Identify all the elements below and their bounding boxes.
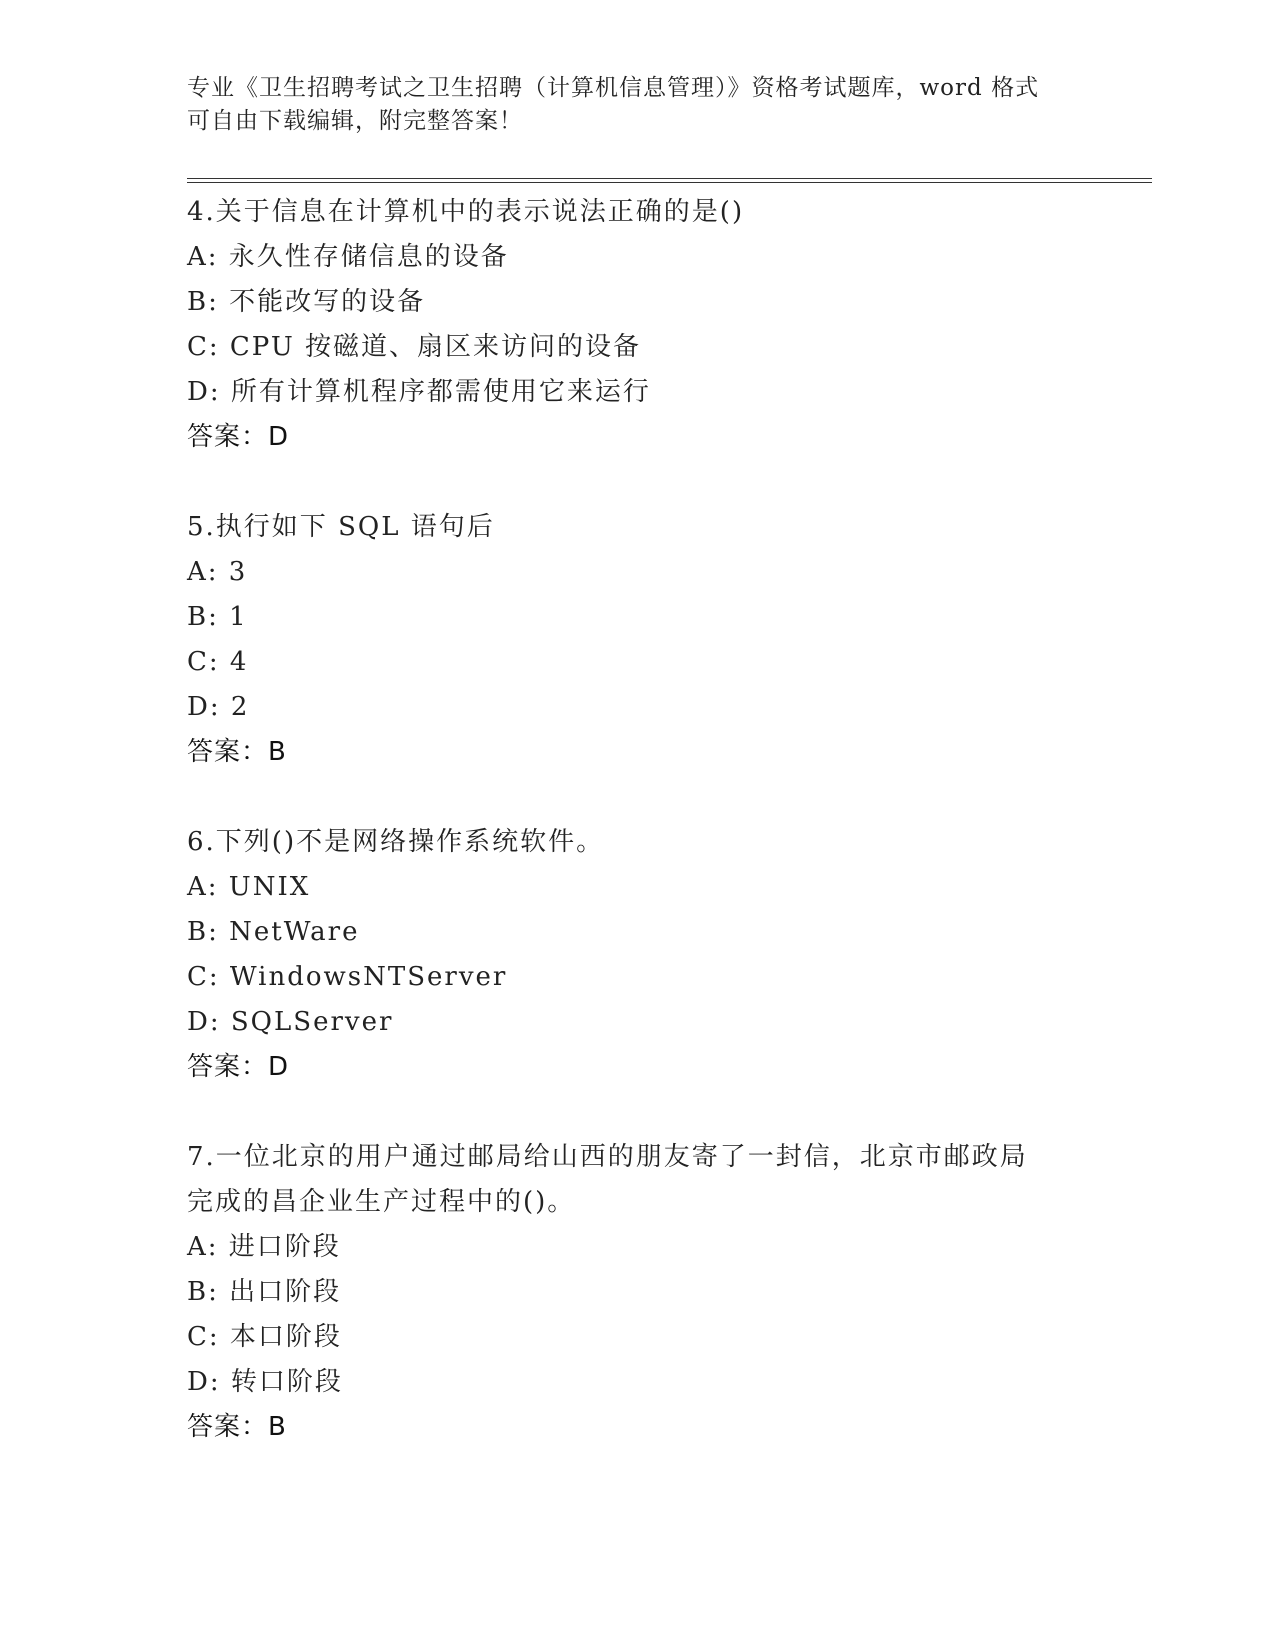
question-text-line-2: 完成的昌企业生产过程中的()。 [187,1187,576,1217]
answer: 答案：D [187,1052,290,1082]
option-b: B: 出口阶段 [187,1277,342,1307]
document-header [187,72,1067,138]
answer: 答案：B [187,737,287,767]
option-a: A: 3 [187,557,248,587]
question-list [187,190,1147,1495]
answer: 答案：B [187,1412,287,1442]
header-line-1: 专业《卫生招聘考试之卫生招聘（计算机信息管理）》资格考试题库，word 格式 [187,75,1040,101]
option-a: A: UNIX [187,872,311,902]
question-text: 5.执行如下 SQL 语句后 [187,512,495,542]
question-text: 4.关于信息在计算机中的表示说法正确的是() [187,197,745,227]
option-a: A: 进口阶段 [187,1232,341,1262]
header-divider-bottom [187,182,1152,183]
header-line-2: 可自由下载编辑，附完整答案！ [187,108,523,134]
option-c: C: 本口阶段 [187,1322,342,1352]
option-c: C: WindowsNTServer [187,962,508,992]
option-c: C: CPU 按磁道、扇区来访问的设备 [187,332,642,362]
option-b: B: 不能改写的设备 [187,287,426,317]
question-4 [187,190,1147,460]
option-d: D: 2 [187,692,250,722]
question-5 [187,505,1147,775]
question-text: 6.下列()不是网络操作系统软件。 [187,827,605,857]
option-d: D: 所有计算机程序都需使用它来运行 [187,377,651,407]
option-a: A: 永久性存储信息的设备 [187,242,509,272]
option-b: B: NetWare [187,917,360,947]
option-c: C: 4 [187,647,249,677]
option-d: D: SQLServer [187,1007,394,1037]
question-6 [187,820,1147,1090]
option-b: B: 1 [187,602,248,632]
option-d: D: 转口阶段 [187,1367,343,1397]
header-divider-top [187,178,1152,179]
question-text-line-1: 7.一位北京的用户通过邮局给山西的朋友寄了一封信，北京市邮政局 [187,1142,1028,1172]
question-7 [187,1135,1147,1450]
answer: 答案：D [187,422,290,452]
